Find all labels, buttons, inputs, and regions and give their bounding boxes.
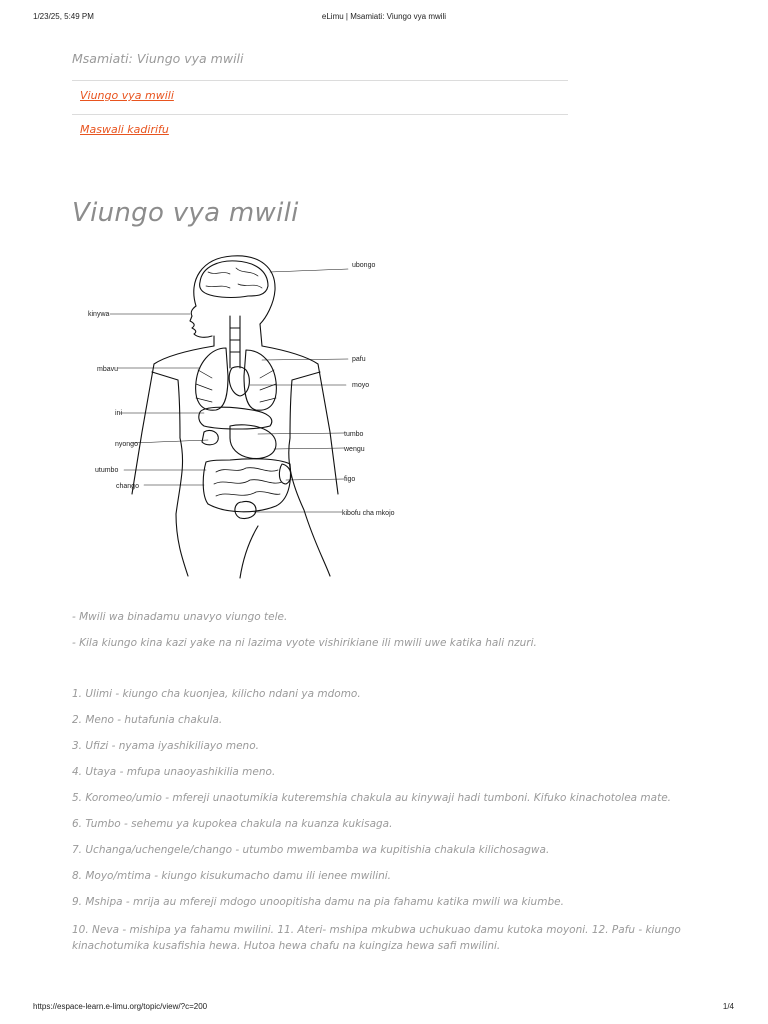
- print-url: https://espace-learn.e-limu.org/topic/view/?c=200: [33, 1002, 208, 1011]
- torso-left: [176, 438, 188, 576]
- small-intestine: [214, 468, 282, 496]
- stomach: [230, 425, 276, 459]
- print-header: [0, 12, 768, 26]
- label-wengu: wengu: [344, 446, 365, 453]
- list-item: 10. Neva - mishipa ya fahamu mwilini. 11. Ateri- mshipa mkubwa uchukuao damu kutoka moyoni. 12. Pafu - kiungo kinachotumika kusafishia hewa. Hutoa hewa chafu na kuingiza hewa safi mwilini.: [72, 924, 681, 952]
- torso-right: [289, 438, 330, 576]
- intro-line: - Mwili wa binadamu unavyo viungo tele.: [72, 611, 288, 623]
- toc-link-maswali[interactable]: Maswali kadirifu: [80, 123, 169, 136]
- section-title: Viungo vya mwili: [72, 198, 299, 228]
- face-profile: [190, 306, 212, 337]
- vocabulary-list: [72, 688, 704, 967]
- list-item: 6. Tumbo - sehemu ya kupokea chakula na kuanza kukisaga.: [72, 818, 393, 830]
- trachea: [230, 316, 240, 368]
- body-organs-diagram: [80, 252, 420, 582]
- print-footer: [0, 1002, 768, 1016]
- label-kibofu: kibofu cha mkojo: [342, 510, 395, 517]
- divider: [72, 114, 568, 115]
- list-item: 2. Meno - hutafunia chakula.: [72, 714, 223, 726]
- list-item: 9. Mshipa - mrija au mfereji mdogo unoopitisha damu na pia fahamu katika mwili wa kiumbe.: [72, 896, 564, 908]
- toc-link-viungo[interactable]: Viungo vya mwili: [80, 89, 174, 102]
- label-chango: chango: [116, 483, 139, 490]
- list-item: 5. Koromeo/umio - mfereji unaotumikia kuteremshia chakula au kinywaji hadi tumboni. Kifuko kinachotolea mate.: [72, 792, 672, 804]
- label-figo: figo: [344, 476, 356, 483]
- label-utumbo: utumbo: [95, 467, 119, 474]
- right-lung: [244, 350, 276, 410]
- print-datetime: 1/23/25, 5:49 PM: [33, 12, 94, 21]
- label-pafu: pafu: [352, 356, 366, 363]
- label-kinywa: kinywa: [88, 311, 110, 318]
- divider: [72, 80, 568, 81]
- list-item: 1. Ulimi - kiungo cha kuonjea, kilicho ndani ya mdomo.: [72, 688, 361, 700]
- bladder: [235, 501, 256, 518]
- right-arm: [262, 346, 338, 494]
- list-item: 3. Ufizi - nyama iyashikiliayo meno.: [72, 740, 259, 752]
- label-mbavu: mbavu: [97, 366, 119, 373]
- print-page-number: 1/4: [722, 1002, 734, 1011]
- left-lung: [196, 348, 228, 410]
- gallbladder: [202, 430, 218, 444]
- large-intestine: [203, 459, 290, 512]
- label-ubongo: ubongo: [352, 262, 376, 269]
- list-item: 8. Moyo/mtima - kiungo kisukumacho damu ili ienee mwilini.: [72, 870, 392, 882]
- label-moyo: moyo: [352, 382, 370, 389]
- breadcrumb: Msamiati: Viungo vya mwili: [72, 51, 244, 66]
- list-item: 4. Utaya - mfupa unaoyashikilia meno.: [72, 766, 276, 778]
- kidney: [279, 464, 291, 484]
- heart: [229, 367, 249, 396]
- label-ini: ini: [115, 410, 123, 417]
- head-outline: [194, 256, 275, 324]
- intro-line: - Kila kiungo kina kazi yake na ni lazima vyote vishirikiane ili mwili uwe katika hali nzuri.: [72, 637, 537, 649]
- brain: [200, 261, 268, 298]
- list-item: 7. Uchanga/uchengele/chango - utumbo mwembamba wa kupitishia chakula kilichosagwa.: [72, 844, 550, 856]
- label-nyongo: nyongo: [115, 441, 138, 448]
- print-page-title: eLimu | Msamiati: Viungo vya mwili: [321, 12, 447, 21]
- label-tumbo: tumbo: [344, 431, 364, 438]
